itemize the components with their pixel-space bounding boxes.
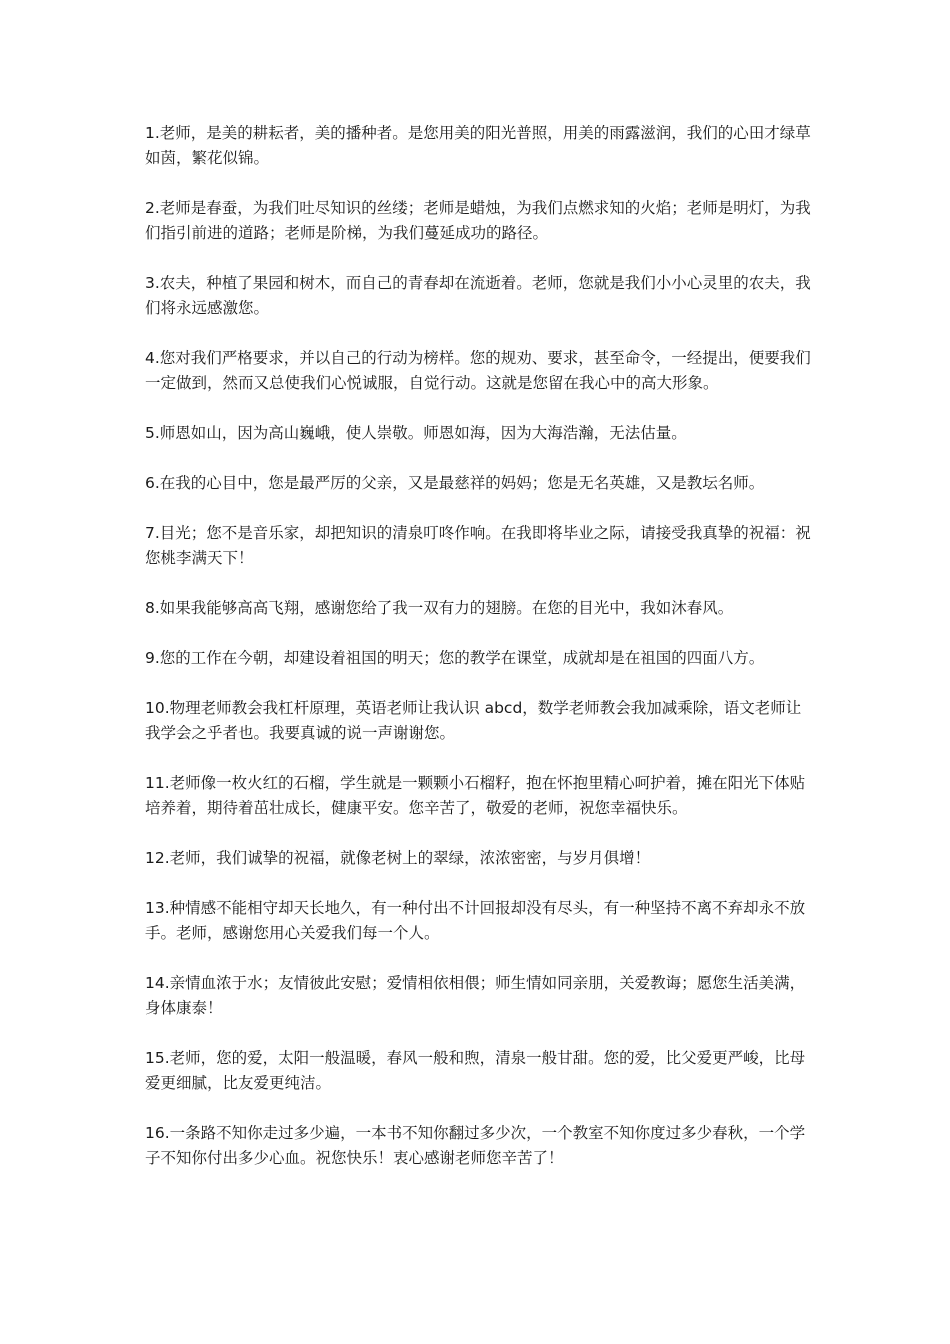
paragraph-12: 12.老师，我们诚挚的祝福，就像老树上的翠绿，浓浓密密，与岁月俱增！ [145, 849, 651, 867]
paragraph-10: 10.物理老师教会我杠杆原理，英语老师让我认识 abcd，数学老师教会我加减乘除，语文老师让我学会之乎者也。我要真诚的说一声谢谢您。 [145, 699, 802, 742]
paragraph-11: 11.老师像一枚火红的石榴，学生就是一颗颗小石榴籽，抱在怀抱里精心呵护着，摊在阳光下体贴培养着，期待着茁壮成长，健康平安。您辛苦了，敬爱的老师，祝您幸福快乐。 [145, 774, 806, 817]
document-body [145, 121, 815, 1196]
paragraph-2: 2.老师是春蚕，为我们吐尽知识的丝缕；老师是蜡烛，为我们点燃求知的火焰；老师是明灯，为我们指引前进的道路；老师是阶梯，为我们蔓延成功的路径。 [145, 199, 811, 242]
paragraph-6: 6.在我的心目中，您是最严厉的父亲，又是最慈祥的妈妈；您是无名英雄，又是教坛名师。 [145, 474, 765, 492]
paragraph-4: 4.您对我们严格要求，并以自己的行动为榜样。您的规劝、要求，甚至命令，一经提出，便要我们一定做到，然而又总使我们心悦诚服，自觉行动。这就是您留在我心中的高大形象。 [145, 349, 811, 392]
paragraph-9: 9.您的工作在今朝，却建设着祖国的明天；您的教学在课堂，成就却是在祖国的四面八方。 [145, 649, 765, 667]
paragraph-8: 8.如果我能够高高飞翔，感谢您给了我一双有力的翅膀。在您的目光中，我如沐春风。 [145, 599, 734, 617]
paragraph-14: 14.亲情血浓于水；友情彼此安慰；爱情相依相偎；师生情如同亲朋，关爱教诲；愿您生活美满，身体康泰！ [145, 974, 806, 1017]
paragraph-5: 5.师恩如山，因为高山巍峨，使人崇敬。师恩如海，因为大海浩瀚，无法估量。 [145, 424, 687, 442]
paragraph-7: 7.目光；您不是音乐家，却把知识的清泉叮咚作响。在我即将毕业之际，请接受我真挚的祝福：祝您桃李满天下！ [145, 524, 811, 567]
paragraph-13: 13.种情感不能相守却天长地久，有一种付出不计回报却没有尽头，有一种坚持不离不弃却永不放手。老师，感谢您用心关爱我们每一个人。 [145, 899, 806, 942]
paragraph-3: 3.农夫，种植了果园和树木，而自己的青春却在流逝着。老师，您就是我们小小心灵里的农夫，我们将永远感激您。 [145, 274, 811, 317]
paragraph-1: 1.老师，是美的耕耘者，美的播种者。是您用美的阳光普照，用美的雨露滋润，我们的心田才绿草如茵，繁花似锦。 [145, 124, 811, 167]
paragraph-16: 16.一条路不知你走过多少遍，一本书不知你翻过多少次，一个教室不知你度过多少春秋，一个学子不知你付出多少心血。祝您快乐！衷心感谢老师您辛苦了！ [145, 1124, 806, 1167]
paragraph-15: 15.老师，您的爱，太阳一般温暖，春风一般和煦，清泉一般甘甜。您的爱，比父爱更严峻，比母爱更细腻，比友爱更纯洁。 [145, 1049, 806, 1092]
